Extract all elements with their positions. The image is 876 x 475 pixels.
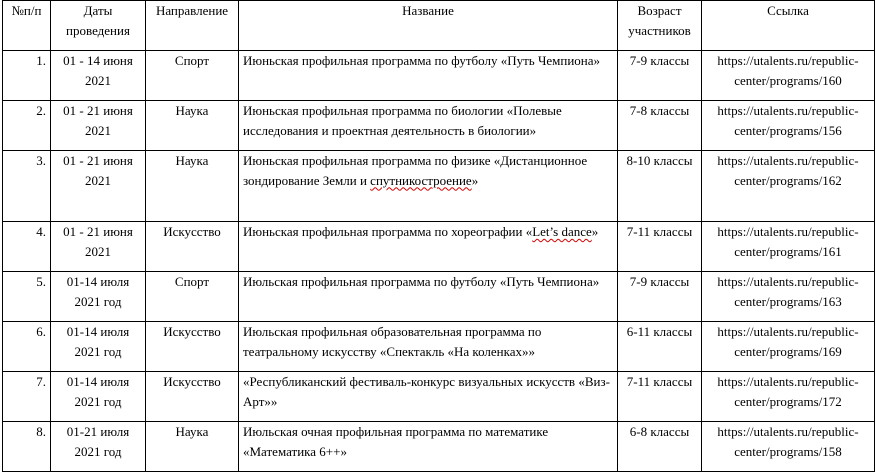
programs-table bbox=[2, 0, 875, 472]
table-row bbox=[3, 151, 875, 222]
row-dates: 01 - 21 июня 2021 bbox=[51, 151, 146, 222]
row-link[interactable]: https://utalents.ru/republic-center/programs/158 bbox=[702, 422, 875, 472]
row-number: 1. bbox=[3, 51, 51, 101]
row-age: 7-11 классы bbox=[618, 222, 702, 272]
row-dates: 01-14 июля 2021 год bbox=[51, 272, 146, 322]
row-direction: Искусство bbox=[146, 222, 239, 272]
header-age: Возраст участников bbox=[618, 1, 702, 51]
row-dates: 01 - 21 июня 2021 bbox=[51, 222, 146, 272]
row-age: 7-11 классы bbox=[618, 372, 702, 422]
row-age: 7-9 классы bbox=[618, 51, 702, 101]
header-name: Название bbox=[239, 1, 618, 51]
table-row bbox=[3, 322, 875, 372]
header-num: №п/п bbox=[3, 1, 51, 51]
row-number: 2. bbox=[3, 101, 51, 151]
table-row bbox=[3, 272, 875, 322]
row-direction: Спорт bbox=[146, 272, 239, 322]
row-link[interactable]: https://utalents.ru/republic-center/programs/163 bbox=[702, 272, 875, 322]
row-direction: Наука bbox=[146, 101, 239, 151]
row-name-flagged-word: Let’s dance bbox=[532, 224, 592, 239]
row-direction: Искусство bbox=[146, 322, 239, 372]
row-direction: Наука bbox=[146, 151, 239, 222]
row-link[interactable]: https://utalents.ru/republic-center/programs/169 bbox=[702, 322, 875, 372]
row-number: 8. bbox=[3, 422, 51, 472]
row-link[interactable]: https://utalents.ru/republic-center/programs/172 bbox=[702, 372, 875, 422]
row-dates: 01-21 июля 2021 год bbox=[51, 422, 146, 472]
row-name bbox=[239, 151, 618, 222]
header-direction: Направление bbox=[146, 1, 239, 51]
row-name-flagged-word: спутникостроение bbox=[370, 172, 472, 188]
row-link[interactable]: https://utalents.ru/republic-center/programs/156 bbox=[702, 101, 875, 151]
header-dates: Даты проведения bbox=[51, 1, 146, 51]
row-dates: 01 - 14 июня 2021 bbox=[51, 51, 146, 101]
row-name: Июньская профильная программа по футболу «Путь Чемпиона» bbox=[239, 51, 618, 101]
row-link[interactable]: https://utalents.ru/republic-center/programs/160 bbox=[702, 51, 875, 101]
row-age: 6-11 классы bbox=[618, 322, 702, 372]
row-name: Июльская очная профильная программа по математике «Математика 6++» bbox=[239, 422, 618, 472]
row-number: 5. bbox=[3, 272, 51, 322]
table-row bbox=[3, 422, 875, 472]
table-row bbox=[3, 222, 875, 272]
row-age: 8-10 классы bbox=[618, 151, 702, 222]
row-name: Июньская профильная программа по биологии «Полевые исследования и проектная деятельность в биологии» bbox=[239, 101, 618, 151]
row-name: Июльская профильная программа по футболу «Путь Чемпиона» bbox=[239, 272, 618, 322]
row-name: Июльская профильная образовательная программа по театральному искусству «Спектакль «На коленках»» bbox=[239, 322, 618, 372]
row-name-text-end: » bbox=[471, 172, 479, 188]
header-row bbox=[3, 1, 875, 51]
row-age: 7-9 классы bbox=[618, 272, 702, 322]
row-direction: Спорт bbox=[146, 51, 239, 101]
row-number: 4. bbox=[3, 222, 51, 272]
row-age: 7-8 классы bbox=[618, 101, 702, 151]
row-name-text: Июньская профильная программа по физике «Дистанционное зондирование Земли и bbox=[243, 153, 588, 188]
table-row bbox=[3, 372, 875, 422]
row-age: 6-8 классы bbox=[618, 422, 702, 472]
row-direction: Искусство bbox=[146, 372, 239, 422]
row-number: 6. bbox=[3, 322, 51, 372]
row-dates: 01 - 21 июня 2021 bbox=[51, 101, 146, 151]
row-link[interactable]: https://utalents.ru/republic-center/programs/162 bbox=[702, 151, 875, 222]
row-dates: 01-14 июля 2021 год bbox=[51, 322, 146, 372]
row-name: «Республиканский фестиваль-конкурс визуальных искусств «Виз-Арт»» bbox=[239, 372, 618, 422]
row-name-text: Июньская профильная программа по хореографии « bbox=[243, 224, 533, 239]
row-link[interactable]: https://utalents.ru/republic-center/programs/161 bbox=[702, 222, 875, 272]
row-number: 7. bbox=[3, 372, 51, 422]
row-name bbox=[239, 222, 618, 272]
row-direction: Наука bbox=[146, 422, 239, 472]
table-row bbox=[3, 101, 875, 151]
row-number: 3. bbox=[3, 151, 51, 222]
header-link: Ссылка bbox=[702, 1, 875, 51]
row-dates: 01-14 июля 2021 год bbox=[51, 372, 146, 422]
table-row bbox=[3, 51, 875, 101]
row-name-text-end: » bbox=[591, 224, 599, 239]
